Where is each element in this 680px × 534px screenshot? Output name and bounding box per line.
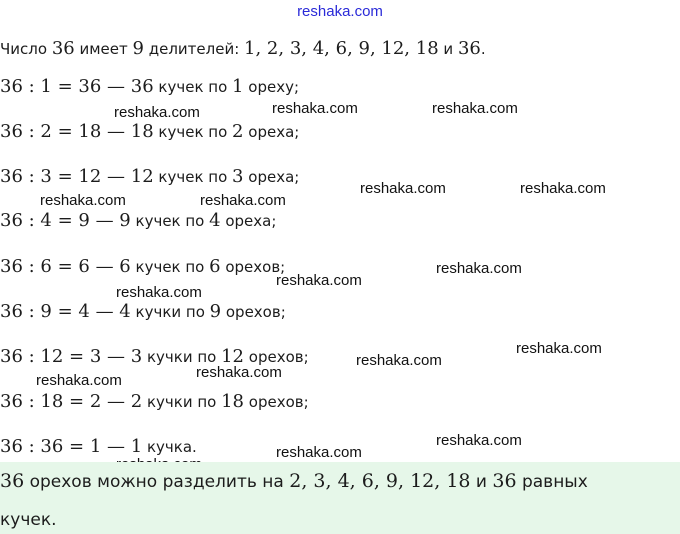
divisor-list: 1, 2, 3, 4, 6, 9, 12, 18 <box>244 38 439 59</box>
answer-number: 36 <box>0 470 25 492</box>
watermark-text: reshaka.com <box>196 364 282 381</box>
answer-text-1: орехов можно разделить на <box>24 472 290 492</box>
line-text: кучки по <box>142 348 222 366</box>
equation: 36 : 1 = 36 — 36 <box>0 76 154 97</box>
equation: 36 : 6 = 6 — 6 <box>0 256 131 277</box>
line-text: кучек по <box>153 78 233 96</box>
line-tail: орехов; <box>220 258 286 276</box>
watermark-text: reshaka.com <box>276 444 362 461</box>
watermark-text: reshaka.com <box>432 100 518 117</box>
watermark-text: reshaka.com <box>200 192 286 209</box>
equation: 36 : 9 = 4 — 4 <box>0 301 131 322</box>
line-tail: ореха; <box>243 168 300 186</box>
line-text: кучки по <box>130 303 210 321</box>
divisor-last: 36 <box>457 38 481 59</box>
line-number: 12 <box>221 346 245 367</box>
line-text: кучки по <box>142 393 222 411</box>
line-number: 4 <box>209 210 221 231</box>
answer-box <box>0 462 680 534</box>
watermark-text: reshaka.com <box>520 180 606 197</box>
watermark-text: reshaka.com <box>436 432 522 449</box>
line-tail: ореха; <box>220 212 277 230</box>
watermark-text: reshaka.com <box>36 372 122 389</box>
line-number: 1 <box>232 76 244 97</box>
watermark-text: reshaka.com <box>516 340 602 357</box>
division-line <box>0 210 276 231</box>
equation: 36 : 2 = 18 — 18 <box>0 121 154 142</box>
intro-and: и <box>438 40 458 58</box>
equation: 36 : 3 = 12 — 12 <box>0 166 154 187</box>
watermark-text: reshaka.com <box>356 352 442 369</box>
line-text: кучек по <box>153 168 233 186</box>
division-line <box>0 121 299 142</box>
equation: 36 : 18 = 2 — 2 <box>0 391 143 412</box>
divisor-count: 9 <box>132 38 144 59</box>
intro-number: 36 <box>51 38 75 59</box>
equation: 36 : 4 = 9 — 9 <box>0 210 131 231</box>
answer-and: и <box>470 472 493 492</box>
equation: 36 : 12 = 3 — 3 <box>0 346 143 367</box>
line-text: кучек по <box>130 212 210 230</box>
line-tail: ореху; <box>243 78 300 96</box>
answer-last: 36 <box>492 470 517 492</box>
division-line <box>0 436 197 457</box>
intro-prefix: Число <box>0 40 52 58</box>
site-header-link[interactable]: reshaka.com <box>297 3 383 20</box>
line-tail: орехов; <box>221 303 286 321</box>
intro-suffix: делителей: <box>143 40 245 58</box>
division-line <box>0 166 299 187</box>
line-number: 9 <box>209 301 222 322</box>
line-text: кучек по <box>153 123 233 141</box>
line-tail: орехов; <box>244 348 309 366</box>
line-text: кучек по <box>130 258 210 276</box>
watermark-text: reshaka.com <box>40 192 126 209</box>
line-number: 6 <box>209 256 221 277</box>
division-line <box>0 391 309 412</box>
watermark-text: reshaka.com <box>116 284 202 301</box>
line-number: 3 <box>232 166 244 187</box>
line-number: 2 <box>232 121 244 142</box>
line-tail: ореха; <box>243 123 300 141</box>
intro-end: . <box>480 40 486 58</box>
watermark-text: reshaka.com <box>360 180 446 197</box>
intro-line <box>0 38 486 59</box>
watermark-text: reshaka.com <box>276 272 362 289</box>
watermark-text: reshaka.com <box>436 260 522 277</box>
watermark-text: reshaka.com <box>114 104 200 121</box>
intro-mid: имеет <box>74 40 133 58</box>
answer-line-1 <box>0 470 588 492</box>
division-line <box>0 301 286 322</box>
answer-list: 2, 3, 4, 6, 9, 12, 18 <box>289 470 471 492</box>
line-tail: орехов; <box>244 393 309 411</box>
line-number: 18 <box>221 391 245 412</box>
division-line <box>0 76 299 97</box>
watermark-text: reshaka.com <box>272 100 358 117</box>
equation: 36 : 36 = 1 — 1 <box>0 436 143 457</box>
answer-text-2: равных <box>516 472 588 492</box>
division-line <box>0 256 285 277</box>
line-text: кучка. <box>142 438 197 456</box>
answer-line-2: кучек. <box>0 510 57 530</box>
